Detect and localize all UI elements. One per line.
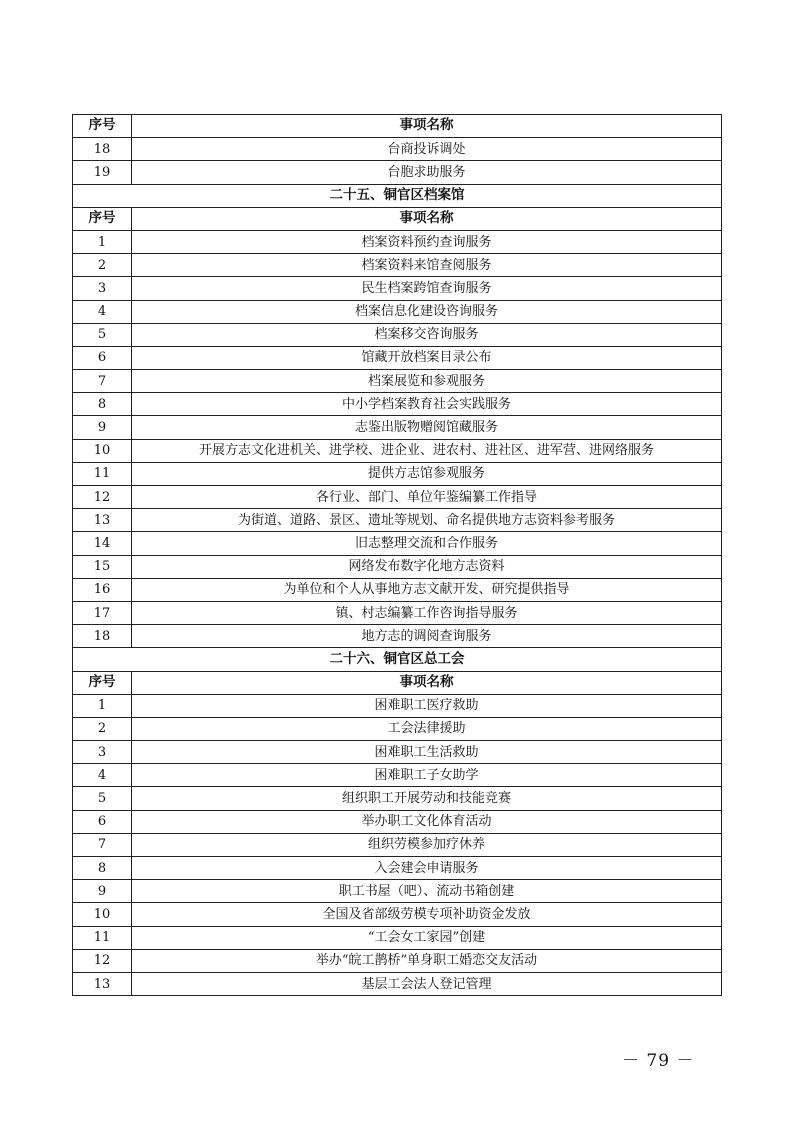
table-row (73, 462, 722, 485)
row-item-name: 举办职工文化体育活动 (132, 810, 722, 833)
table-row (73, 161, 722, 184)
row-number: 8 (73, 857, 132, 880)
table-row (73, 555, 722, 578)
table-row (73, 370, 722, 393)
column-header-name: 事项名称 (132, 207, 722, 230)
row-number: 9 (73, 880, 132, 903)
table-row (73, 972, 722, 995)
table-row (73, 857, 722, 880)
row-number: 12 (73, 486, 132, 509)
table-row (73, 300, 722, 323)
table-header-row (73, 207, 722, 230)
table-row (73, 509, 722, 532)
column-header-num: 序号 (73, 671, 132, 694)
row-number: 2 (73, 254, 132, 277)
row-item-name: 全国及省部级劳模专项补助资金发放 (132, 903, 722, 926)
table-header-row (73, 115, 722, 138)
row-item-name: 档案信息化建设咨询服务 (132, 300, 722, 323)
row-number: 13 (73, 509, 132, 532)
row-item-name: 志鉴出版物赠阅馆藏服务 (132, 416, 722, 439)
row-item-name: 各行业、部门、单位年鉴编纂工作指导 (132, 486, 722, 509)
service-items-table (72, 114, 722, 996)
row-item-name: 开展方志文化进机关、进学校、进企业、进农村、进社区、进军营、进网络服务 (132, 439, 722, 462)
row-number: 12 (73, 949, 132, 972)
row-number: 6 (73, 810, 132, 833)
table-row (73, 787, 722, 810)
table-row (73, 346, 722, 369)
row-item-name: 档案资料来馆查阅服务 (132, 254, 722, 277)
table-row (73, 277, 722, 300)
row-item-name: 组织职工开展劳动和技能竞赛 (132, 787, 722, 810)
row-item-name: 中小学档案教育社会实践服务 (132, 393, 722, 416)
table-row (73, 138, 722, 161)
table-row (73, 949, 722, 972)
row-number: 4 (73, 300, 132, 323)
row-number: 18 (73, 625, 132, 648)
row-item-name: 困难职工子女助学 (132, 764, 722, 787)
row-item-name: 为单位和个人从事地方志文献开发、研究提供指导 (132, 578, 722, 601)
row-number: 9 (73, 416, 132, 439)
row-item-name: 组织劳模参加疗休养 (132, 833, 722, 856)
column-header-num: 序号 (73, 207, 132, 230)
row-number: 18 (73, 138, 132, 161)
table-row (73, 323, 722, 346)
row-item-name: 困难职工医疗救助 (132, 694, 722, 717)
row-number: 6 (73, 346, 132, 369)
row-number: 2 (73, 717, 132, 740)
table-row (73, 625, 722, 648)
row-item-name: “工会女工家园”创建 (132, 926, 722, 949)
row-number: 4 (73, 764, 132, 787)
row-number: 3 (73, 277, 132, 300)
row-item-name: 旧志整理交流和合作服务 (132, 532, 722, 555)
row-number: 7 (73, 833, 132, 856)
row-item-name: 提供方志馆参观服务 (132, 462, 722, 485)
table-row (73, 416, 722, 439)
column-header-name: 事项名称 (132, 115, 722, 138)
table-row (73, 880, 722, 903)
row-item-name: 网络发布数字化地方志资料 (132, 555, 722, 578)
table-row (73, 810, 722, 833)
section-title: 二十五、铜官区档案馆 (73, 184, 722, 207)
row-number: 8 (73, 393, 132, 416)
table-row (73, 741, 722, 764)
row-item-name: 台商投诉调处 (132, 138, 722, 161)
row-number: 13 (73, 972, 132, 995)
row-number: 11 (73, 462, 132, 485)
section-title-row (73, 648, 722, 671)
table-row (73, 926, 722, 949)
row-number: 14 (73, 532, 132, 555)
row-item-name: 民生档案跨馆查询服务 (132, 277, 722, 300)
row-number: 10 (73, 439, 132, 462)
column-header-name: 事项名称 (132, 671, 722, 694)
row-item-name: 举办“皖工鹊桥”单身职工婚恋交友活动 (132, 949, 722, 972)
table-row (73, 764, 722, 787)
row-number: 5 (73, 787, 132, 810)
row-number: 5 (73, 323, 132, 346)
table-row (73, 694, 722, 717)
row-number: 16 (73, 578, 132, 601)
table-row (73, 833, 722, 856)
table-row (73, 439, 722, 462)
row-item-name: 档案展览和参观服务 (132, 370, 722, 393)
table-row (73, 717, 722, 740)
row-item-name: 基层工会法人登记管理 (132, 972, 722, 995)
row-item-name: 馆藏开放档案目录公布 (132, 346, 722, 369)
row-item-name: 档案资料预约查询服务 (132, 230, 722, 253)
table-row (73, 230, 722, 253)
page-number: － 79 － (622, 1051, 695, 1071)
row-number: 1 (73, 230, 132, 253)
row-item-name: 职工书屋（吧）、流动书箱创建 (132, 880, 722, 903)
row-item-name: 困难职工生活救助 (132, 741, 722, 764)
row-number: 1 (73, 694, 132, 717)
row-item-name: 台胞求助服务 (132, 161, 722, 184)
table-row (73, 486, 722, 509)
row-number: 17 (73, 601, 132, 624)
table-row (73, 393, 722, 416)
row-item-name: 地方志的调阅查询服务 (132, 625, 722, 648)
table-row (73, 254, 722, 277)
row-number: 19 (73, 161, 132, 184)
section-title-row (73, 184, 722, 207)
table-row (73, 903, 722, 926)
row-item-name: 工会法律援助 (132, 717, 722, 740)
row-number: 11 (73, 926, 132, 949)
section-title: 二十六、铜官区总工会 (73, 648, 722, 671)
row-number: 3 (73, 741, 132, 764)
row-item-name: 入会建会申请服务 (132, 857, 722, 880)
table-row (73, 601, 722, 624)
row-number: 10 (73, 903, 132, 926)
row-number: 15 (73, 555, 132, 578)
row-number: 7 (73, 370, 132, 393)
table-row (73, 578, 722, 601)
row-item-name: 档案移交咨询服务 (132, 323, 722, 346)
row-item-name: 为街道、道路、景区、遗址等规划、命名提供地方志资料参考服务 (132, 509, 722, 532)
table-row (73, 532, 722, 555)
table-header-row (73, 671, 722, 694)
row-item-name: 镇、村志编纂工作咨询指导服务 (132, 601, 722, 624)
column-header-num: 序号 (73, 115, 132, 138)
